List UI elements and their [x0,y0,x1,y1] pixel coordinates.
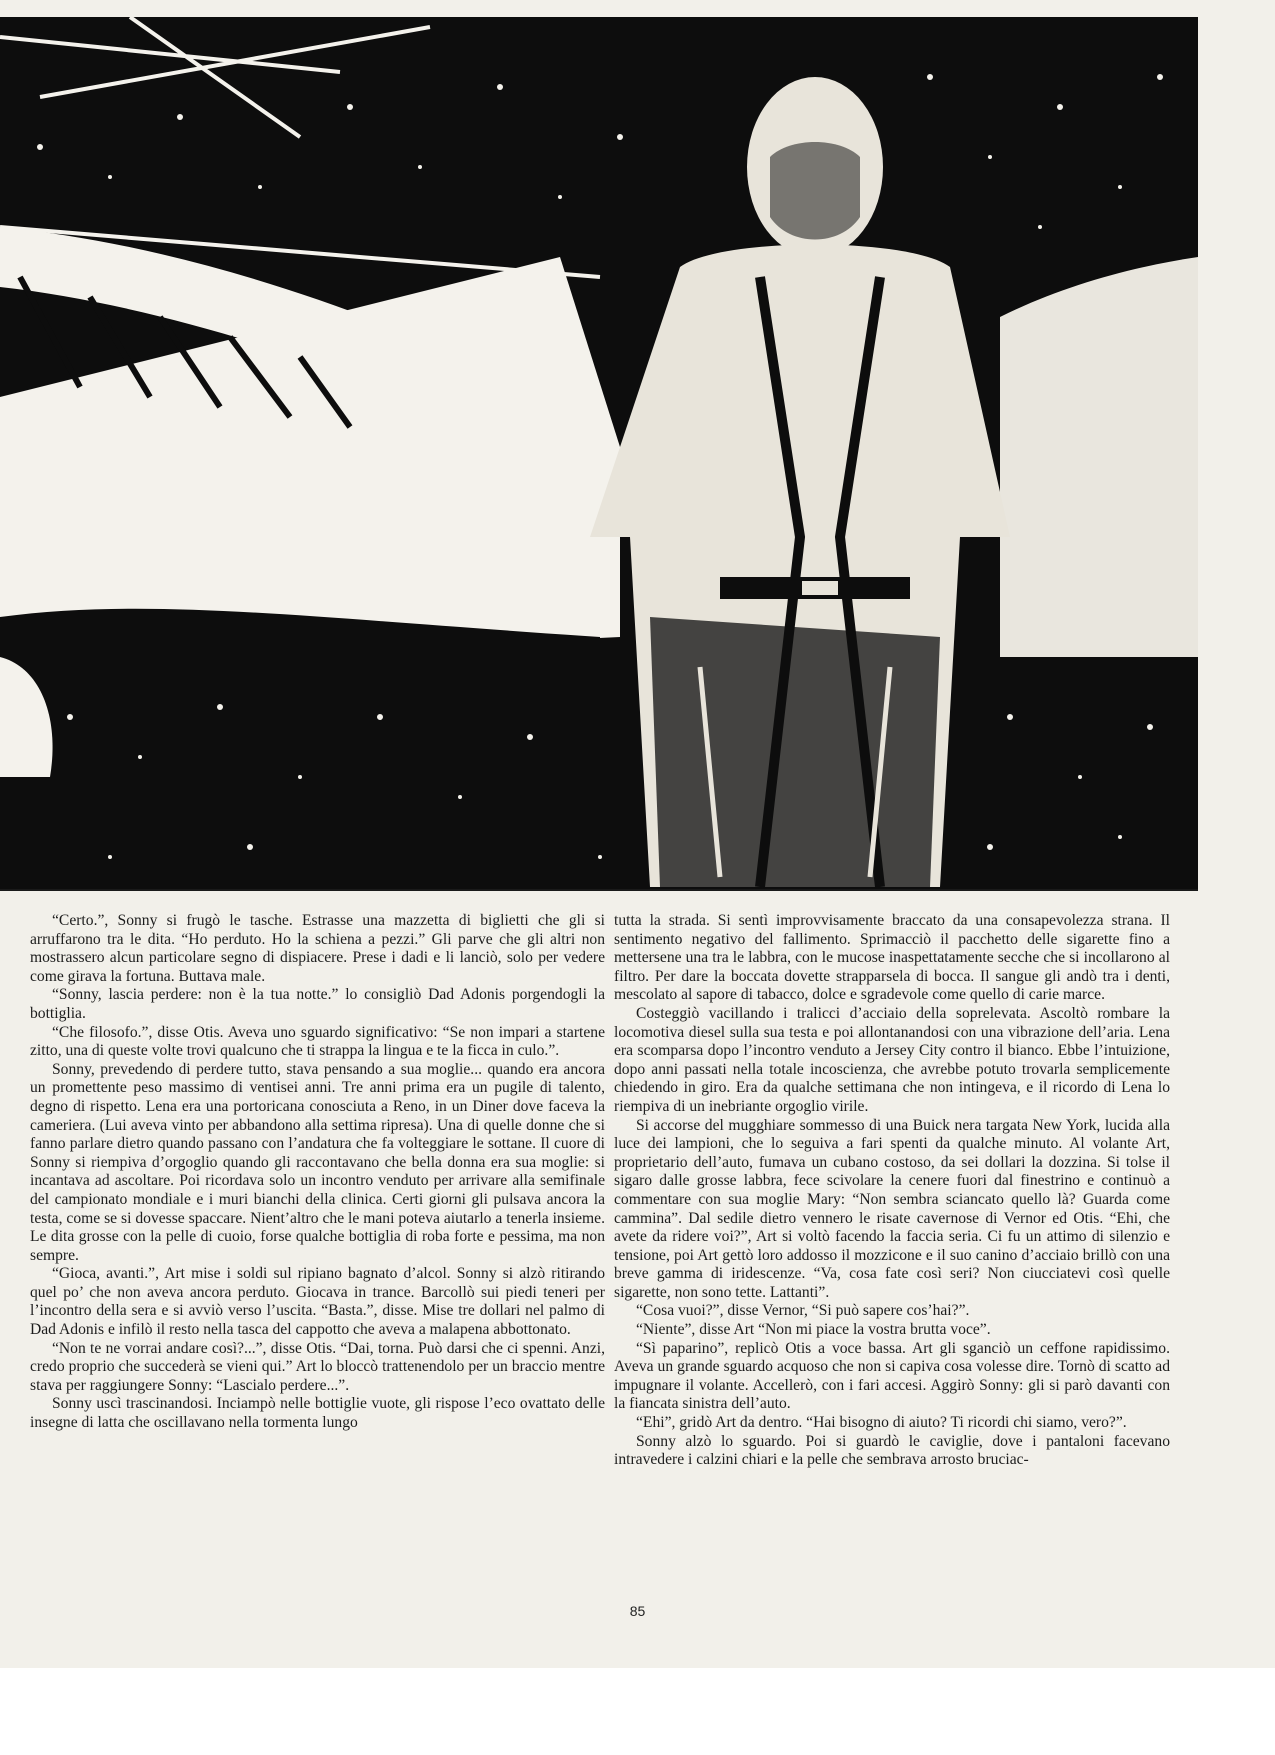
text-column-right [614,912,1170,1470]
paragraph: “Cosa vuoi?”, disse Vernor, “Si può sapere cos’hai?”. [636,1302,970,1320]
text-column-left [30,912,605,1433]
paragraph: “Gioca, avanti.”, Art mise i soldi sul ripiano bagnato d’alcol. Sonny si alzò ritirando quel po’ che non aveva ancora perduto. Giocava in trance. Barcollò sui piedi teneri per l’incontro della sera e si avviò verso l’uscita. “Basta.”, disse. Mise tre dollari nel palmo di Dad Adonis e infilò il resto nella tasca del cappotto che aveva a malapena abbottonato. [30,1265,605,1339]
paragraph: Sonny uscì trascinandosi. Inciampò nelle bottiglie vuote, gli rispose l’eco ovattato delle insegne di latta che oscillavano nella tormenta lungo [30,1395,605,1432]
paragraph: “Niente”, disse Art “Non mi piace la vostra brutta voce”. [636,1321,991,1339]
paragraph: tutta la strada. Si sentì improvvisamente braccato da una consapevolezza strana. Il sentimento negativo del fallimento. Sprimacciò il pacchetto delle sigarette fino a mettersene una tra le labbra, con le mucose inaspettatamente secche che si incollarono al filtro. Per dare la boccata dovette strapparsela di bocca. Il sangue gli andò tra i denti, mescolato al sapore di tabacco, dolce e sgradevole come quello di carie marce. [614,912,1170,1004]
paragraph: “Certo.”, Sonny si frugò le tasche. Estrasse una mazzetta di biglietti che gli si arruffarono tra le dita. “Ho perduto. Ho la schiena a pezzi.” Gli parve che gli altri non mostrassero alcun particolare segno di dispiacere. Prese i dadi e li lanciò, solo per vedere come girava la fortuna. Buttava male. [30,912,605,985]
paragraph: “Sì paparino”, replicò Otis a voce bassa. Art gli sganciò un ceffone rapidissimo. Aveva un grande sguardo acquoso che non si capiva cosa volesse dire. Tornò di scatto ad impugnare il volante. Accellerò, con i fari accesi. Aggirò Sonny: gli si parò davanti con la fiancata sinistra dell’auto. [614,1339,1170,1413]
paragraph: Costeggiò vacillando i tralicci d’acciaio della soprelevata. Ascoltò rombare la locomotiva diesel sulla sua testa e poi allontanandosi con una vibrazione dell’aria. Lena era scomparsa dopo l’incontro venduto a Jersey City contro il bianco. Ebbe l’intuizione, dopo anni passati nella totale incoscienza, che avrebbe potuto trovarla semplicemente chiedendo in giro. Era da qualche settimana che non intingeva, e il ricordo di Lena lo riempiva di un inebriante orgoglio virile. [614,1004,1170,1115]
comic-illustration [0,17,1198,889]
paragraph: “Non te ne vorrai andare così?...”, disse Otis. “Dai, torna. Può darsi che ci spenni. Anzi, credo proprio che succederà se vieni qui.” Art lo bloccò trattenendolo per un braccio mentre stava per raggiungere Sonny: “Lascialo perdere...”. [30,1339,605,1394]
paragraph: “Ehi”, gridò Art da dentro. “Hai bisogno di aiuto? Ti ricordi chi siamo, vero?”. [636,1414,1127,1432]
paragraph: Sonny, prevedendo di perdere tutto, stava pensando a sua moglie... quando era ancora un promettente peso massimo di ventisei anni. Tre anni prima era un pugile di talento, degno di rispetto. Lena era una portoricana conosciuta a Reno, in un Diner dove faceva la cameriera. (Lui aveva vinto per abbandono alla settima ripresa). Una di quelle donne che si fanno parlare dietro quando passano con l’andatura che fa volteggiare le sottane. Il cuore di Sonny si riempiva d’orgoglio quando gli raccontavano che bella donna era sua moglie: si incantava ad ascoltare. Poi ricordava solo un incontro venduto per arrivare alla semifinale del campionato mondiale e i muri bianchi della clinica. Certi giorni gli pulsava ancora la testa, come se si dovesse spaccare. Nient’altro che le mani poteva aiutarlo a tenerla insieme. Le dita grosse con la pelle di cuoio, forse qualche bottiglia di roba forte e pessima, ma non sempre. [30,1060,605,1264]
scan-margin [0,1668,1275,1755]
paragraph: “Che filosofo.”, disse Otis. Aveva uno sguardo significativo: “Se non impari a startene zitto, una di queste volte trovi qualcuno che ti strappa la lingua e te la ficca in culo.”. [30,1023,605,1060]
illustration-bottom-rule [0,889,1198,891]
page-number: 85 [629,1603,646,1619]
illustration-artwork [0,17,1198,889]
paragraph: Sonny alzò lo sguardo. Poi si guardò le caviglie, dove i pantaloni facevano intravedere i calzini chiari e la pelle che sembrava arrosto bruciac- [614,1432,1170,1469]
paragraph: “Sonny, lascia perdere: non è la tua notte.” lo consigliò Dad Adonis porgendogli la bottiglia. [30,986,605,1022]
paragraph: Si accorse del mugghiare sommesso di una Buick nera targata New York, lucida alla luce dei lampioni, che lo seguiva a fari spenti da qualche minuto. Al volante Art, proprietario dell’auto, fumava un cubano costoso, da sei dollari la dozzina. Si tolse il sigaro dalle grosse labbra, fece scivolare la cenere fuori dal finestrino e continuò a commentare con sua moglie Mary: “Non sembra sciancato quello là? Guarda come cammina”. Dal sedile dietro vennero le risate cavernose di Vernor ed Otis. “Ehi, che avete da ridere voi?”, Art si voltò facendo la faccia seria. Ci fu un attimo di silenzio e tensione, poi Art gettò loro addosso il mozzicone e il suo canino d’acciaio brillò con una breve gamma di iridescenze. “Va, cosa fate così seri? Non ciucciatevi così quelle sigarette, non sono tette. Lattanti”. [614,1116,1170,1301]
